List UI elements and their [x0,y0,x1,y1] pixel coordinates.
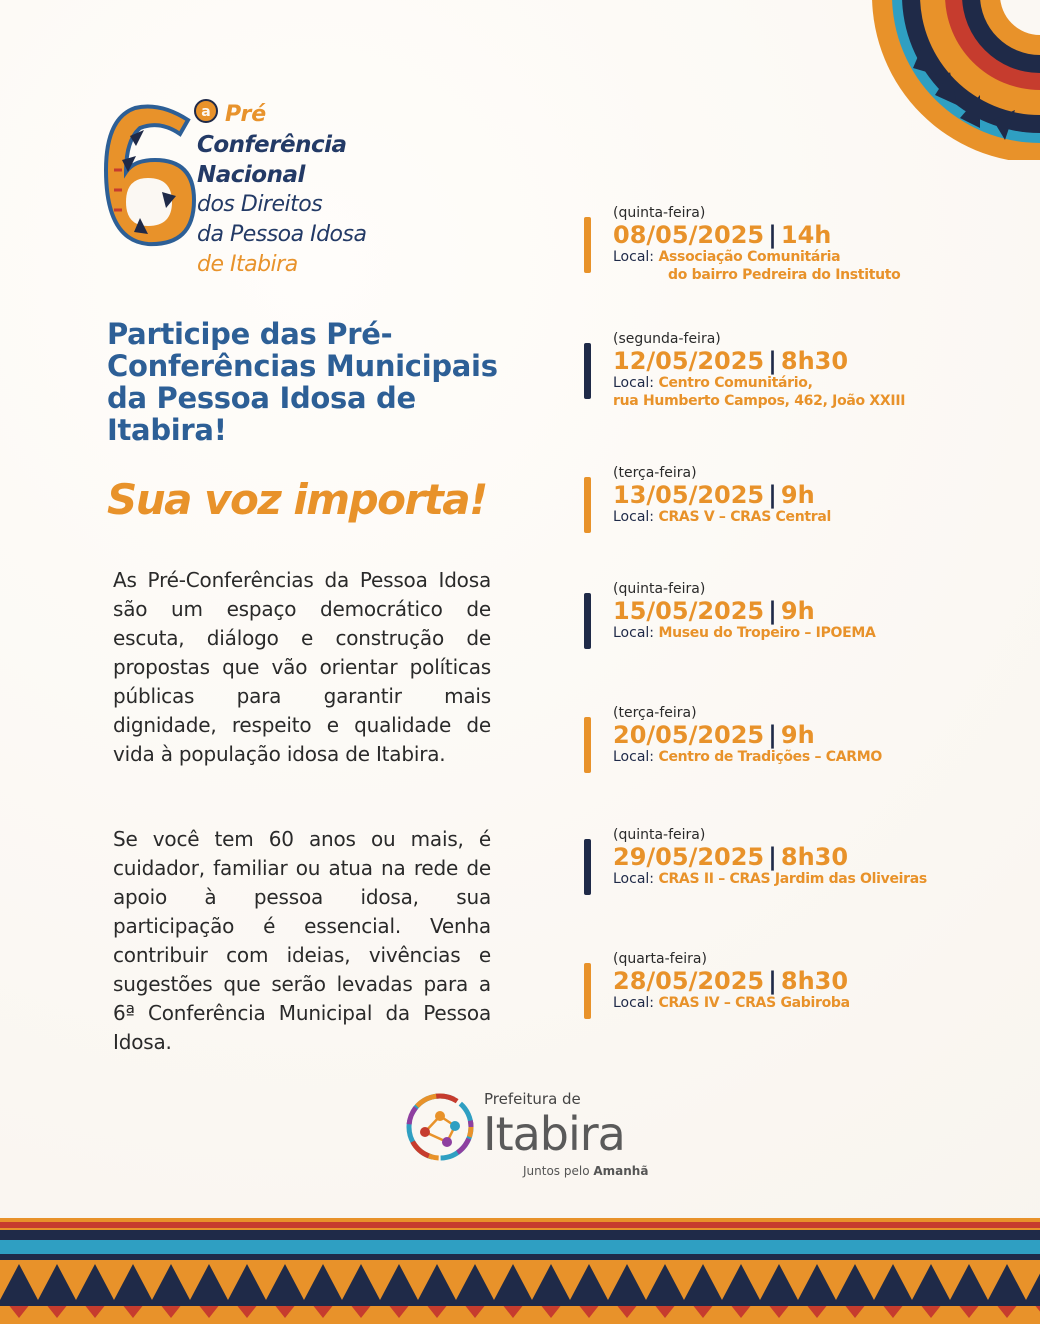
logo-conferencia: Conferência [197,132,347,158]
location-value: Associação Comunitária [658,249,841,265]
event-item [580,205,1020,285]
location-value: CRAS II – CRAS Jardim das Oliveiras [658,871,927,887]
event-details [613,951,850,1012]
event-datetime [613,968,850,994]
event-location [613,994,850,1012]
event-weekday: (quarta-feira) [613,951,707,967]
date-separator: | [768,721,777,749]
event-item [580,827,1020,907]
location-label: Local: [613,249,655,265]
event-location [613,748,882,766]
event-item [580,465,1020,545]
slogan [523,1164,648,1178]
logo-pre: Pré [225,102,267,127]
date-separator: | [768,843,777,871]
event-datetime [613,348,905,374]
event-location [613,870,927,888]
decorative-corner-pattern [865,0,1040,160]
event-accent-bar [584,343,591,399]
event-location [613,248,900,266]
event-date: 12/05/2025 [613,347,765,375]
event-time: 9h [780,481,815,509]
event-weekday: (quinta-feira) [613,581,706,597]
date-separator: | [768,597,777,625]
event-time: 8h30 [780,347,849,375]
location-value-line2: rua Humberto Campos, 462, João XXIII [613,393,906,409]
event-details [613,465,831,526]
event-location [613,508,831,526]
logo-direitos: dos Direitos [197,192,323,217]
event-details [613,331,905,410]
event-accent-bar [584,477,591,533]
event-weekday: (quinta-feira) [613,827,706,843]
event-date: 15/05/2025 [613,597,765,625]
event-date: 20/05/2025 [613,721,765,749]
date-separator: | [768,221,777,249]
date-separator: | [768,967,777,995]
event-date: 29/05/2025 [613,843,765,871]
invitation-paragraph: Se você tem 60 anos ou mais, é cuidador, familiar ou atua na rede de apoio à pessoa idosa, sua participação é essencial. Venha contribuir com ideias, vivências e sugestões que serão levadas para a 6ª Conferência Municipal da Pessoa Idosa. [113,827,491,1054]
event-accent-bar [584,963,591,1019]
location-label: Local: [613,375,655,391]
event-time: 8h30 [780,843,849,871]
location-value: CRAS IV – CRAS Gabiroba [658,995,850,1011]
location-value: CRAS V – CRAS Central [658,509,832,525]
logo-text [197,100,366,280]
event-datetime [613,482,831,508]
event-item [580,705,1020,785]
decorative-bottom-pattern [0,1218,1040,1324]
event-weekday: (segunda-feira) [613,331,721,347]
location-label: Local: [613,871,655,887]
event-item [580,331,1020,411]
location-value-line2: do bairro Pedreira do Instituto [668,267,901,283]
event-time: 9h [780,721,815,749]
network-circle-icon [405,1092,475,1162]
event-details [613,827,927,888]
intro-paragraph: As Pré-Conferências da Pessoa Idosa são um espaço democrático de escuta, diálogo e construção de propostas que vão orientar políticas públicas para garantir mais dignidade, respeito e qualidade de vida à população idosa de Itabira. [113,568,491,766]
event-accent-bar [584,717,591,773]
slogan-part-b: Amanhã [593,1164,649,1178]
slogan-part-a: Juntos pelo [523,1164,594,1178]
event-details [613,205,900,284]
location-label: Local: [613,995,655,1011]
logo-nacional: Nacional [197,162,305,188]
tagline: Sua voz importa! [107,475,487,524]
event-datetime [613,598,876,624]
event-item [580,581,1020,661]
event-time: 14h [780,221,832,249]
location-label: Local: [613,509,655,525]
event-location [613,624,876,642]
event-date: 08/05/2025 [613,221,765,249]
event-date: 28/05/2025 [613,967,765,995]
event-date: 13/05/2025 [613,481,765,509]
event-weekday: (quinta-feira) [613,205,706,221]
location-value: Centro Comunitário, [658,375,813,391]
svg-text:a: a [201,104,211,120]
prefeitura-label: Prefeitura de [484,1090,581,1108]
event-datetime [613,222,900,248]
event-time: 8h30 [780,967,849,995]
city-name: Itabira [483,1107,625,1161]
logo-itabira: de Itabira [197,252,298,277]
event-details [613,705,882,766]
page-heading: Participe das Pré-Conferências Municipais da Pessoa Idosa de Itabira! [107,317,498,447]
date-separator: | [768,347,777,375]
event-datetime [613,722,882,748]
date-separator: | [768,481,777,509]
location-label: Local: [613,625,655,641]
event-datetime [613,844,927,870]
event-weekday: (terça-feira) [613,465,697,481]
event-accent-bar [584,593,591,649]
location-label: Local: [613,749,655,765]
event-time: 9h [780,597,815,625]
event-accent-bar [584,217,591,273]
event-weekday: (terça-feira) [613,705,697,721]
event-location [613,374,905,392]
prefeitura-logo [405,1090,665,1185]
logo-six-graphic [100,100,200,250]
location-value: Centro de Tradições – CARMO [658,749,882,765]
event-item [580,951,1020,1031]
event-accent-bar [584,839,591,895]
event-details [613,581,876,642]
logo-pessoa-idosa: da Pessoa Idosa [197,222,367,247]
location-value: Museu do Tropeiro – IPOEMA [658,625,876,641]
